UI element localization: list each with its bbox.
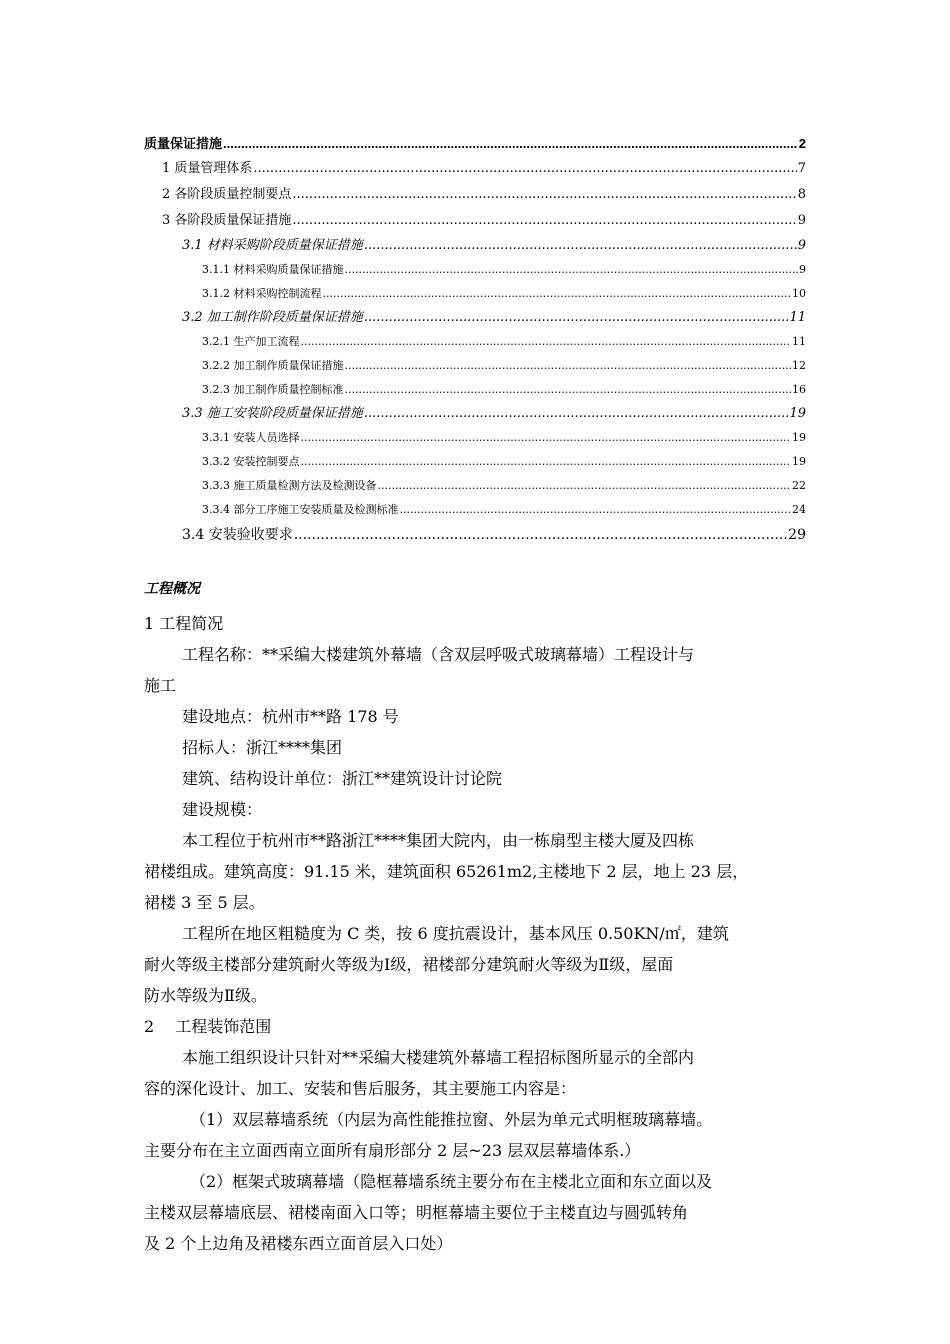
toc-leader — [301, 450, 792, 474]
toc-entry[interactable] — [144, 208, 806, 234]
toc-leader — [377, 474, 791, 498]
toc-entry[interactable] — [144, 378, 806, 402]
toc-leader — [323, 282, 792, 306]
toc-entry[interactable] — [144, 474, 806, 498]
toc-title: 3 各阶段质量保证措施 — [162, 213, 292, 228]
toc-title: 3.3.1 安装人员选择 — [202, 431, 300, 444]
toc-leader — [292, 208, 796, 234]
toc-leader — [223, 132, 798, 156]
toc-page: 12 — [792, 359, 806, 372]
paragraph-line: 本施工组织设计只针对**采编大楼建筑外幕墙工程招标图所显示的全部内 — [182, 1048, 695, 1067]
toc-title: 3.2.3 加工制作质量控制标准 — [202, 383, 344, 396]
toc-entry[interactable] — [144, 182, 806, 208]
list-item-line: 主要分布在主立面西南立面所有扇形部分 2 层~23 层双层幕墙体系.） — [144, 1141, 641, 1160]
table-of-contents — [144, 132, 806, 548]
toc-leader — [364, 402, 789, 426]
project-location: 建设地点：杭州市**路 178 号 — [182, 707, 399, 726]
list-item-line: 主楼双层幕墙底层、裙楼南面入口等；明框幕墙主要位于主楼直边与圆弧转角 — [144, 1203, 689, 1222]
toc-page: 7 — [797, 161, 806, 176]
toc-title: 3.1 材料采购阶段质量保证措施 — [182, 238, 363, 253]
tenderer: 招标人：浙江****集团 — [182, 738, 343, 757]
toc-title: 3.3 施工安装阶段质量保证措施 — [182, 406, 363, 421]
toc-page: 19 — [792, 431, 806, 444]
toc-page: 29 — [788, 527, 806, 543]
toc-leader — [292, 182, 796, 208]
toc-leader — [364, 306, 789, 330]
toc-page: 11 — [792, 335, 806, 348]
toc-leader — [294, 522, 787, 548]
toc-entry[interactable] — [144, 426, 806, 450]
project-name-line2: 施工 — [144, 676, 177, 695]
toc-leader — [253, 156, 796, 182]
project-name-line1: 工程名称：**采编大楼建筑外幕墙（含双层呼吸式玻璃幕墙）工程设计与 — [182, 645, 695, 664]
paragraph-line: 裙楼 3 至 5 层。 — [144, 893, 265, 912]
toc-page: 11 — [789, 310, 806, 325]
toc-entry[interactable] — [144, 522, 806, 548]
toc-leader — [301, 330, 792, 354]
toc-page: 9 — [797, 213, 806, 228]
toc-title: 3.3.3 施工质量检测方法及检测设备 — [202, 479, 377, 492]
toc-entry[interactable] — [144, 450, 806, 474]
toc-title: 3.1.2 材料采购控制流程 — [202, 287, 322, 300]
toc-leader — [345, 258, 799, 282]
toc-entry[interactable] — [144, 156, 806, 182]
toc-entry[interactable] — [144, 132, 806, 156]
toc-leader — [301, 426, 792, 450]
toc-page: 19 — [789, 406, 806, 421]
paragraph-line: 本工程位于杭州市**路浙江****集团大院内，由一栋扇型主楼大厦及四栋 — [182, 831, 695, 850]
toc-entry[interactable] — [144, 258, 806, 282]
toc-page: 8 — [797, 187, 806, 202]
subsection-title: 1 工程简况 — [144, 614, 224, 633]
toc-title: 质量保证措施 — [144, 137, 223, 152]
toc-entry[interactable] — [144, 498, 806, 522]
paragraph-line: 工程所在地区粗糙度为 C 类，按 6 度抗震设计，基本风压 0.50KN/㎡，建筑 — [182, 924, 729, 943]
paragraph-line: 容的深化设计、加工、安装和售后服务，其主要施工内容是： — [144, 1079, 577, 1098]
toc-title: 3.4 安装验收要求 — [182, 527, 293, 543]
toc-title: 3.2 加工制作阶段质量保证措施 — [182, 310, 363, 325]
toc-page: 9 — [799, 263, 806, 276]
toc-title: 2 各阶段质量控制要点 — [162, 187, 292, 202]
toc-page: 9 — [797, 238, 806, 253]
toc-page: 10 — [792, 287, 806, 300]
toc-leader — [364, 234, 797, 258]
design-unit: 建筑、结构设计单位：浙江**建筑设计讨论院 — [182, 769, 503, 788]
toc-title: 1 质量管理体系 — [162, 161, 253, 176]
toc-page: 19 — [792, 455, 806, 468]
toc-leader — [399, 498, 791, 522]
toc-title: 3.1.1 材料采购质量保证措施 — [202, 263, 344, 276]
paragraph-line: 裙楼组成。建筑高度：91.15 米，建筑面积 65261m2,主楼地下 2 层，地上 23 层， — [144, 862, 749, 881]
list-item-line: （2）框架式玻璃幕墙（隐框幕墙系统主要分布在主楼北立面和东立面以及 — [190, 1172, 713, 1191]
document-body — [144, 574, 808, 1259]
toc-leader — [345, 378, 792, 402]
toc-page: 2 — [798, 136, 806, 151]
subsection-title: 2 工程装饰范围 — [144, 1017, 272, 1036]
toc-title: 3.3.4 部分工序施工安装质量及检测标准 — [202, 503, 399, 516]
paragraph-line: 耐火等级主楼部分建筑耐火等级为Ⅰ级，裙楼部分建筑耐火等级为Ⅱ级，屋面 — [144, 955, 674, 974]
toc-page: 16 — [792, 383, 806, 396]
toc-entry[interactable] — [144, 402, 806, 426]
toc-title: 3.3.2 安装控制要点 — [202, 455, 300, 468]
toc-entry[interactable] — [144, 354, 806, 378]
toc-page: 24 — [792, 503, 806, 516]
toc-entry[interactable] — [144, 234, 806, 258]
paragraph-line: 防水等级为Ⅱ级。 — [144, 986, 267, 1005]
toc-leader — [345, 354, 792, 378]
section-heading: 工程概况 — [144, 581, 200, 597]
toc-title: 3.2.2 加工制作质量保证措施 — [202, 359, 344, 372]
list-item-line: （1）双层幕墙系统（内层为高性能推拉窗、外层为单元式明框玻璃幕墙。 — [190, 1110, 713, 1129]
list-item-line: 及 2 个上边角及裙楼东西立面首层入口处） — [144, 1234, 453, 1253]
project-scale: 建设规模： — [182, 800, 263, 819]
toc-entry[interactable] — [144, 306, 806, 330]
toc-entry[interactable] — [144, 330, 806, 354]
toc-title: 3.2.1 生产加工流程 — [202, 335, 300, 348]
toc-page: 22 — [792, 479, 806, 492]
toc-entry[interactable] — [144, 282, 806, 306]
